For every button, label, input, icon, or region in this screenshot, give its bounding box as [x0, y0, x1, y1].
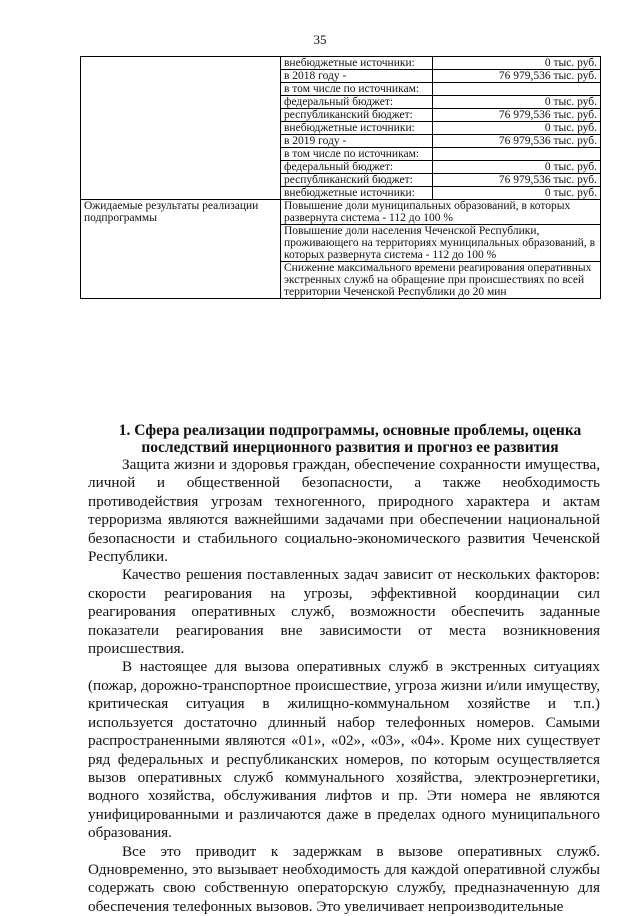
funding-label: республиканский бюджет:	[281, 109, 433, 122]
body-text	[88, 456, 600, 916]
funding-amount: 0 тыс. руб.	[433, 161, 601, 174]
table-row	[81, 57, 601, 70]
funding-amount: 0 тыс. руб.	[433, 187, 601, 200]
funding-amount: 76 979,536 тыс. руб.	[433, 109, 601, 122]
result-item: Повышение доли муниципальных образований, в которых развернута система - 112 до 100 %	[281, 200, 601, 225]
funding-amount	[433, 83, 601, 96]
funding-label: республиканский бюджет:	[281, 174, 433, 187]
empty-label-cell	[81, 57, 281, 200]
funding-amount: 76 979,536 тыс. руб.	[433, 70, 601, 83]
funding-label: внебюджетные источники:	[281, 122, 433, 135]
funding-amount: 76 979,536 тыс. руб.	[433, 135, 601, 148]
funding-amount	[433, 148, 601, 161]
funding-label: внебюджетные источники:	[281, 187, 433, 200]
funding-amount: 76 979,536 тыс. руб.	[433, 174, 601, 187]
paragraph: Качество решения поставленных задач зависит от нескольких факторов: скорости реагирования на угрозы, эффективной координации сил реагирования оперативных служб, возможности обеспечить заданные показатели реагирования вне зависимости от места возникновения происшествия.	[88, 566, 600, 658]
funding-label: в том числе по источникам:	[281, 83, 433, 96]
funding-label: федеральный бюджет:	[281, 161, 433, 174]
result-item: Снижение максимального времени реагирования оперативных экстренных служб на обращение при происшествиях по всей территории Чеченской Республики до 20 мин	[281, 262, 601, 299]
funding-amount: 0 тыс. руб.	[433, 96, 601, 109]
funding-label: в том числе по источникам:	[281, 148, 433, 161]
table-row	[81, 200, 601, 225]
funding-amount: 0 тыс. руб.	[433, 57, 601, 70]
funding-label: в 2019 году -	[281, 135, 433, 148]
paragraph: Все это приводит к задержкам в вызове оперативных служб. Одновременно, это вызывает необходимость для каждой оперативной службы содержать свою собственную операторскую службу, предназначенную для обеспечения телефонных вызовов. Это увеличивает непроизводительные	[88, 842, 600, 915]
funding-amount: 0 тыс. руб.	[433, 122, 601, 135]
paragraph: В настоящее для вызова оперативных служб в экстренных ситуациях (пожар, дорожно-транспортное происшествие, угроза жизни и/или имуществу, критическая ситуация в жилищно-коммунальном хозяйстве и т.п.) используется достаточно длинный набор телефонных номеров. Самыми распространенными являются «01», «02», «03», «04». Кроме них существует ряд федеральных и республиканских номеров, по которым осуществляется вызов оперативных служб коммунального хозяйства, электроэнергетики, водного хозяйства, обслуживания лифтов и пр. Эти номера не являются унифицированными и различаются даже в пределах одного муниципального образования.	[88, 658, 600, 842]
funding-label: внебюджетные источники:	[281, 57, 433, 70]
funding-label: в 2018 году -	[281, 70, 433, 83]
result-item: Повышение доли населения Чеченской Республики, проживающего на территориях муниципальных образований, в которых развернута система - 112 до 100 %	[281, 225, 601, 262]
section-heading: 1. Сфера реализации подпрограммы, основные проблемы, оценка последствий инерционного развития и прогноз ее развития	[118, 422, 582, 456]
page-number: 35	[313, 32, 327, 47]
results-label: Ожидаемые результаты реализации подпрограммы	[81, 200, 281, 299]
paragraph: Защита жизни и здоровья граждан, обеспечение сохранности имущества, личной и общественной безопасности, а также необходимость противодействия угрозам техногенного, природного характера и актам терроризма являются важнейшими задачами при обеспечении национальной безопасности и стабильного социально-экономического развития Чеченской Республики.	[88, 456, 600, 566]
program-passport-table	[80, 56, 601, 299]
funding-label: федеральный бюджет:	[281, 96, 433, 109]
